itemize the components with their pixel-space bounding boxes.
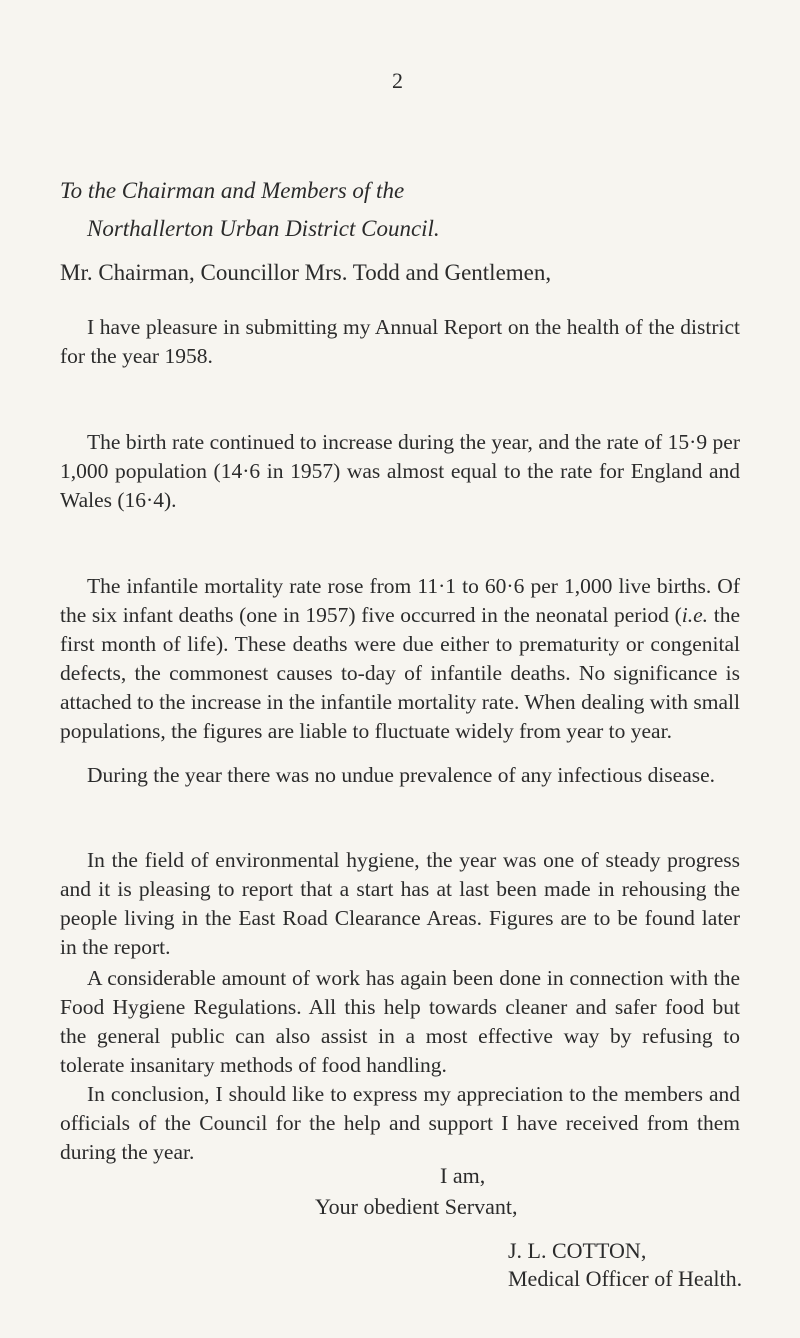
page-number: 2 [392, 68, 403, 93]
paragraph-report-intro: I have pleasure in submitting my Annual Report on the health of the district for the year 1958. [60, 315, 740, 368]
signoff-i-am: I am, [440, 1163, 486, 1188]
paragraph-infectious-disease: During the year there was no undue prevalence of any infectious disease. [87, 763, 716, 787]
paragraph-birth-rate: The birth rate continued to increase during the year, and the rate of 15·9 per 1,000 population (14·6 in 1957) was almost equal to the rate for England and Wales (16·4). [60, 430, 740, 512]
signatory-title: Medical Officer of Health. [508, 1266, 743, 1291]
address-block [60, 172, 440, 248]
paragraph-food-hygiene: A considerable amount of work has again been done in connection with the Food Hygiene Regulations. All this help towards cleaner and safer food but the general public can also assist in a most effective way by refusing to tolerate insanitary methods of food handling. [60, 966, 740, 1077]
address-line-2: Northallerton Urban District Council. [87, 216, 440, 241]
signatory-name: J. L. COTTON, [508, 1238, 647, 1263]
signoff-servant: Your obedient Servant, [315, 1194, 518, 1219]
paragraph-infant-mortality: The infantile mortality rate rose from 11·1 to 60·6 per 1,000 live births. Of the six infant deaths (one in 1957) five occurred in the neonatal period (i.e. the first month of life). These deaths were due either to prematurity or congenital defects, the commonest causes to-day of infantile deaths. No significance is attached to the increase in the infantile mortality rate. When dealing with small populations, the figures are liable to fluctuate widely from year to year. [60, 574, 740, 743]
address-line-1: To the Chairman and Members of the [60, 178, 405, 203]
salutation: Mr. Chairman, Councillor Mrs. Todd and Gentlemen, [60, 260, 552, 285]
paragraph-conclusion: In conclusion, I should like to express my appreciation to the members and officials of the Council for the help and support I have received from them during the year. [60, 1082, 740, 1164]
paragraph-environmental-hygiene: In the field of environmental hygiene, the year was one of steady progress and it is pleasing to report that a start has at last been made in rehousing the people living in the East Road Clearance Areas. Figures are to be found later in the report. [60, 848, 740, 959]
